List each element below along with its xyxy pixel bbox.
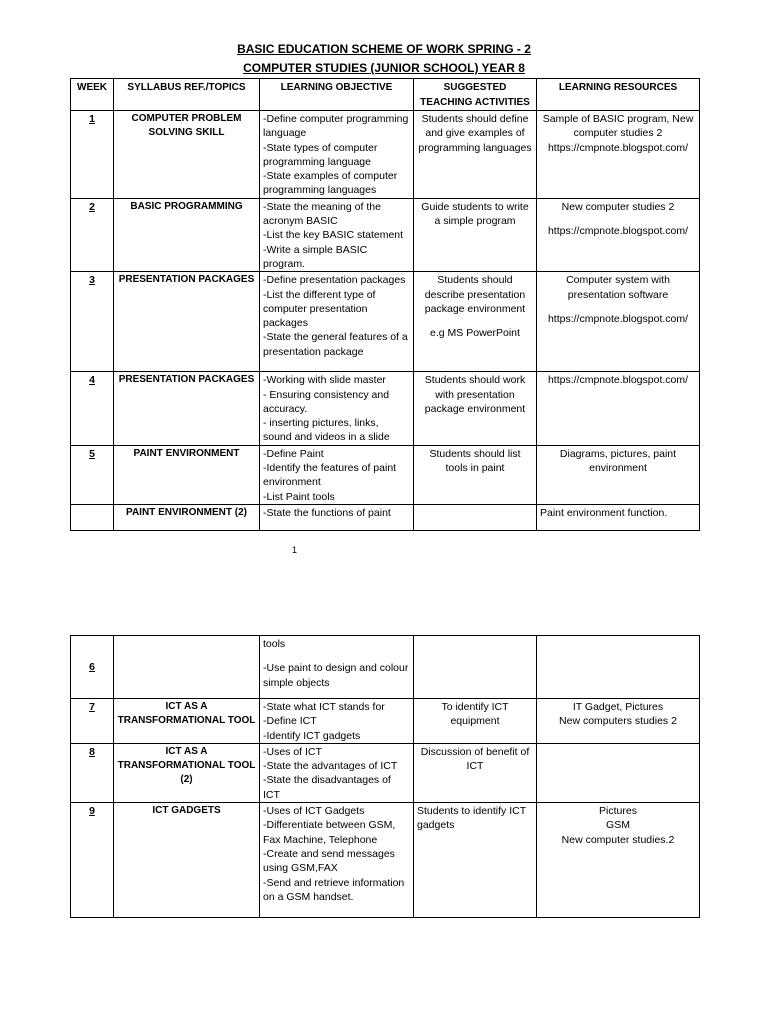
objective-text: -State the meaning of the acronym BASIC -List the key BASIC statement -Write a simple BASIC program. [263,200,404,270]
topic-cell: BASIC PROGRAMMING [114,198,260,271]
activity-text: Students should define and give examples of programming languages [418,113,532,154]
objective-cell [260,198,414,271]
objective-text: -State the functions of paint [263,506,391,519]
header-week: WEEK [71,79,114,111]
week-cell: 7 [71,699,114,744]
table-row [71,636,700,699]
objective-text: -Define Paint -Identify the features of paint environment -List Paint tools [263,447,397,503]
scheme-table-page2 [70,635,700,918]
activity-cell [414,372,537,445]
resources-cell [537,111,700,199]
objective-text: -Define presentation packages -List the different type of computer presentation packages -State the general features of a presentation package [263,274,408,358]
topic-cell: PAINT ENVIRONMENT [114,445,260,504]
resources-cell [537,272,700,372]
objective-text: -Uses of ICT Gadgets -Differentiate between GSM, Fax Machine, Telephone -Create and send messages using GSM,FAX -Send and retrieve information on a GSM handset. [263,805,405,903]
activity-example: e.g MS PowerPoint [430,327,520,340]
activity-cell [414,743,537,802]
scheme-table-page1 [70,78,700,531]
activity-text: Students to identify ICT gadgets [417,805,526,832]
topic-cell: COMPUTER PROBLEM SOLVING SKILL [114,111,260,199]
resources-cell [537,504,700,530]
objective-cell [260,445,414,504]
page-number: 1 [292,545,298,555]
resources-text: New computer studies 2 [561,200,675,213]
activity-cell [414,803,537,918]
activity-cell [414,111,537,199]
activity-text: Students should work with presentation package environment [424,374,526,415]
week-cell: 2 [71,198,114,271]
resources-cell [537,803,700,918]
table-row [71,743,700,802]
header-resources: LEARNING RESOURCES [537,79,700,111]
table-row [71,111,700,199]
activity-cell [414,636,537,699]
activity-cell [414,272,537,372]
resources-cell [537,636,700,699]
topic-cell: ICT GADGETS [114,803,260,918]
objective-cell [260,699,414,744]
table-row [71,198,700,271]
header-objective: LEARNING OBJECTIVE [260,79,414,111]
resources-link: https://cmpnote.blogspot.com/ [547,225,689,238]
activity-cell [414,198,537,271]
resources-text: Paint environment function. [540,506,668,519]
resources-text: Sample of BASIC program, New computer studies 2 https://cmpnote.blogspot.com/ [542,113,694,154]
topic-cell: PAINT ENVIRONMENT (2) [114,504,260,530]
table-row [71,699,700,744]
topic-cell: PRESENTATION PACKAGES [114,272,260,372]
week-cell: 3 [71,272,114,372]
objective-text: -Uses of ICT -State the advantages of ICT -State the disadvantages of ICT [263,745,398,801]
objective-cell [260,272,414,372]
table-row [71,504,700,530]
objective-cell [260,743,414,802]
objective-text: tools [263,638,286,650]
topic-cell: PRESENTATION PACKAGES [114,372,260,445]
resources-text: Pictures GSM New computer studies.2 [561,805,675,846]
header-activities: SUGGESTED TEACHING ACTIVITIES [414,79,537,111]
activity-text: Students should list tools in paint [429,447,521,475]
document-subtitle: COMPUTER STUDIES (JUNIOR SCHOOL) YEAR 8 [243,61,525,75]
objective-text: -Working with slide master - Ensuring consistency and accuracy. - inserting pictures, links, sound and videos in a slide [263,374,390,444]
week-cell: 5 [71,445,114,504]
objective-text: -State what ICT stands for -Define ICT -Identify ICT gadgets [263,701,385,742]
topic-cell: ICT AS A TRANSFORMATIONAL TOOL [114,699,260,744]
objective-cell [260,504,414,530]
topic-cell [114,636,260,699]
resources-text: Diagrams, pictures, paint environment [559,447,677,475]
activity-text: Guide students to write a simple program [421,200,529,228]
table-row [71,445,700,504]
week-cell [71,504,114,530]
resources-cell [537,198,700,271]
document-title: BASIC EDUCATION SCHEME OF WORK SPRING - 2 [237,42,531,56]
week-cell: 1 [71,111,114,199]
resources-link: https://cmpnote.blogspot.com/ [547,312,689,325]
resources-text: IT Gadget, Pictures New computers studies 2 [559,701,677,728]
resources-text: Computer system with presentation software [566,274,670,301]
resources-cell [537,445,700,504]
activity-cell [414,699,537,744]
week-cell: 4 [71,372,114,445]
table-row [71,272,700,372]
activity-cell [414,504,537,530]
activity-cell [414,445,537,504]
resources-cell [537,372,700,445]
week-cell: 9 [71,803,114,918]
resources-text: https://cmpnote.blogspot.com/ [547,374,689,387]
activity-text: Students should describe presentation package environment [424,274,526,315]
table-row [71,372,700,445]
objective-text: -Define computer programming language -State types of computer programming language -State examples of computer programming languages [263,113,409,197]
activity-text: To identify ICT equipment [441,701,509,728]
week-cell: 6 [71,636,114,699]
objective-cell [260,372,414,445]
resources-cell [537,743,700,802]
week-cell: 8 [71,743,114,802]
table-header-row [71,79,700,111]
resources-cell [537,699,700,744]
table-row [71,803,700,918]
activity-text: Discussion of benefit of ICT [420,745,530,773]
objective-cell [260,636,414,699]
topic-cell: ICT AS A TRANSFORMATIONAL TOOL (2) [114,743,260,802]
objective-cell [260,803,414,918]
objective-cell [260,111,414,199]
header-topics: SYLLABUS REF./TOPICS [114,79,260,111]
objective-text-continued: -Use paint to design and colour simple objects [263,662,409,689]
